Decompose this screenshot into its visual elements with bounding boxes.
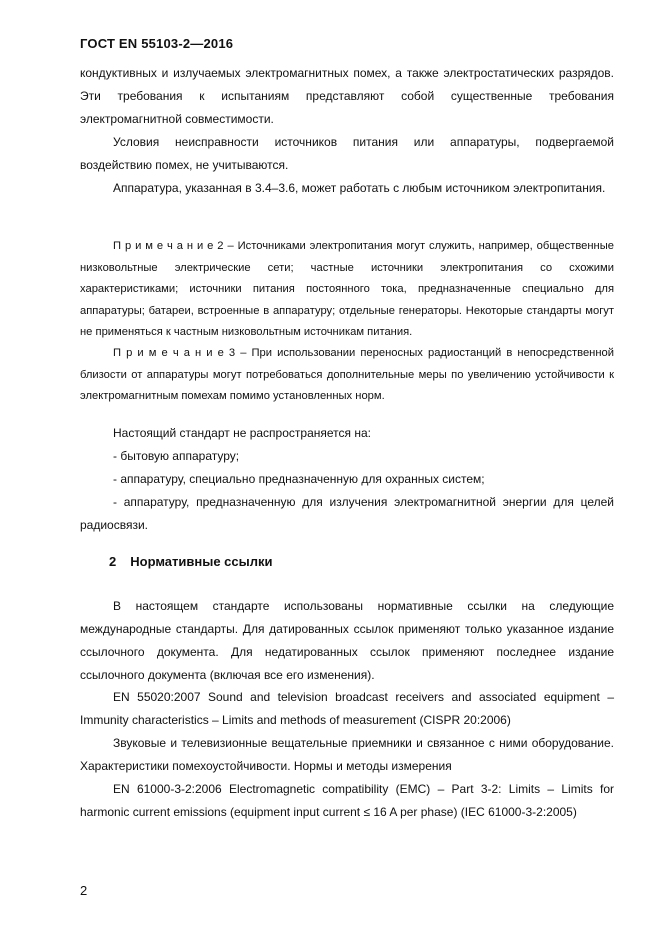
reference-text: EN 55020:2007 Sound and television broadcast receivers and associated equipment – Immunity characteristics – Limits and methods of measurement (CISPR 20:2006): [80, 690, 614, 727]
section-number: 2: [109, 554, 117, 569]
scope-item: [80, 468, 614, 491]
note-label: П р и м е ч а н и е 3 –: [113, 347, 247, 359]
section-title: Нормативные ссылки: [130, 554, 273, 569]
note-text: Источниками электропитания могут служить, например, общественные низковольтные электрические сети; частные источники электропитания со схожими характеристиками; источники питания постоянного тока, предназначенные специально для аппаратуры; батареи, встроенные в аппаратуру; отдельные генераторы. Некоторые стандарты могут не применяться к частным низковольтным источникам питания.: [80, 240, 614, 338]
reference-text: Звуковые и телевизионные вещательные приемники и связанное с ними оборудование. Характеристики помехоустойчивости. Нормы и методы измерения: [80, 736, 614, 773]
reference-text: EN 61000-3-2:2006 Electromagnetic compatibility (EMC) – Part 3-2: Limits – Limits for harmonic current emissions (equipment input current ≤ 16 A per phase) (IEC 61000-3-2:2005): [80, 782, 614, 819]
note-label: П р и м е ч а н и е 2 –: [113, 240, 234, 252]
paragraph-text: Аппаратура, указанная в 3.4–3.6, может работать с любым источником электропитания.: [113, 181, 606, 195]
scope-intro: [80, 422, 614, 445]
document-header: ГОСТ EN 55103-2—2016: [80, 36, 234, 51]
paragraph-text: В настоящем стандарте использованы нормативные ссылки на следующие международные стандарты. Для датированных ссылок применяют только указанное издание ссылочного документа. Для недатированных ссылок применяют последнее издание ссылочного документа (включая все его изменения).: [80, 599, 614, 682]
scope-item: [80, 445, 614, 468]
list-item-text: - аппаратуру, специально предназначенную для охранных систем;: [113, 472, 485, 486]
note-text: При использовании переносных радиостанций в непосредственной близости от аппаратуры могут потребоваться дополнительные меры по увеличению устойчивости к электромагнитным помехам помимо установленных норм.: [80, 347, 614, 402]
reference-en-55020-ru: [80, 732, 614, 778]
note-2: [80, 236, 614, 344]
section-2-heading: [109, 554, 272, 569]
body-paragraph-2: [80, 131, 614, 177]
body-paragraph-1: кондуктивных и излучаемых электромагнитных помех, а также электростатических разрядов. Эти требования к испытаниям представляют собой существенные требования электромагнитной совместимости.: [80, 66, 614, 126]
note-3: [80, 343, 614, 408]
paragraph-text: Условия неисправности источников питания или аппаратуры, подвергаемой воздействию помех, не учитываются.: [80, 135, 614, 172]
scope-item: [80, 491, 614, 537]
reference-en-61000-3-2: [80, 778, 614, 824]
reference-en-55020: [80, 686, 614, 732]
section-2-paragraph: [80, 595, 614, 687]
body-paragraph-3: [80, 177, 614, 200]
page-number: 2: [80, 883, 88, 898]
list-item-text: - аппаратуру, предназначенную для излучения электромагнитной энергии для целей радиосвязи.: [80, 495, 614, 532]
list-item-text: - бытовую аппаратуру;: [113, 449, 240, 463]
paragraph-text: Настоящий стандарт не распространяется на:: [113, 426, 371, 440]
